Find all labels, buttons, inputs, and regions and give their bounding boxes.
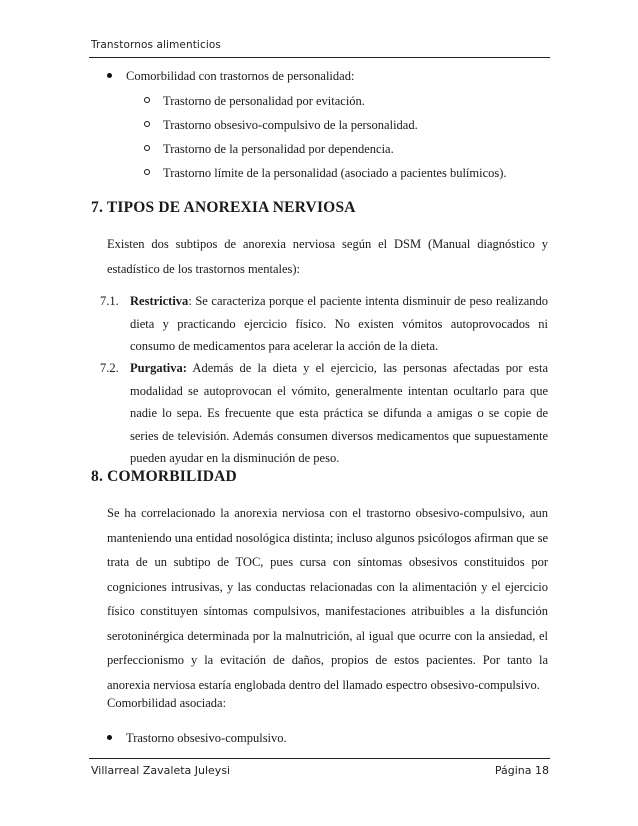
sub-list-item [144, 95, 365, 108]
sub-list-item [144, 143, 394, 156]
header-divider [89, 57, 550, 58]
section7-intro-text: Existen dos subtipos de anorexia nerviosa según el DSM (Manual diagnóstico y estadístico de los trastornos mentales): [107, 237, 548, 276]
sub-list-item [144, 119, 418, 132]
footer-divider [89, 758, 550, 759]
footer-author: Villarreal Zavaleta Juleysi [91, 764, 231, 777]
bullet-dot-icon [107, 735, 112, 740]
footer-page-number: Página 18 [494, 764, 549, 777]
sub-list-item-text: Trastorno límite de la personalidad (asociado a pacientes bulímicos). [163, 166, 507, 180]
sub-list-item-text: Trastorno de la personalidad por dependencia. [163, 142, 394, 156]
subtype-term: Restrictiva [130, 294, 189, 308]
subtype-description: : Se caracteriza porque el paciente intenta disminuir de peso realizando dieta y practicando ejercicio físico. No existen vómitos autoprovocados ni consumo de medicamentos para acelerar la acción de la dieta. [130, 294, 548, 353]
section-heading-8: 8. COMORBILIDAD [91, 468, 237, 485]
bullet-dot-icon [107, 73, 112, 78]
bullet-circle-icon [144, 121, 150, 127]
bullet-item-personality [107, 70, 354, 83]
subtype-restrictiva [100, 290, 548, 358]
sub-list-item [144, 167, 507, 180]
subtype-number: 7.1. [100, 294, 119, 308]
bullet-item-toc [107, 732, 287, 745]
associated-comorbidity-label: Comorbilidad asociada: [107, 696, 227, 710]
section8-paragraph-text: Se ha correlacionado la anorexia nerviosa con el trastorno obsesivo-compulsivo, aun manteniendo una entidad nosológica distinta; incluso algunos psicólogos afirman que se trata de un subtipo de TOC, pues cursa con síntomas obsesivos constituidos por cogniciones intrusivas, y las conductas relacionadas con la alimentación y el ejercicio físico constituyen síntomas compulsivos, manifestaciones atribuibles a la disfunción serotoninérgica determinada por la malnutrición, al igual que ocurre con la ansiedad, el perfeccionismo y la evitación de daños, propios de estos pacientes. Por tanto la anorexia nerviosa estaría englobada dentro del llamado espectro obsesivo-compulsivo. [107, 506, 548, 692]
running-header: Transtornos alimenticios [91, 39, 221, 51]
list-label: Comorbilidad con trastornos de personalidad: [126, 69, 355, 83]
bullet-circle-icon [144, 169, 150, 175]
sub-list-item-text: Trastorno de personalidad por evitación. [163, 94, 365, 108]
sub-list-item-text: Trastorno obsesivo-compulsivo de la personalidad. [163, 118, 418, 132]
bullet-circle-icon [144, 145, 150, 151]
bullet-circle-icon [144, 97, 150, 103]
section8-paragraph [107, 501, 548, 697]
bullet-item-text: Trastorno obsesivo-compulsivo. [126, 731, 287, 745]
subtype-description: Además de la dieta y el ejercicio, las personas afectadas por esta modalidad se autoprovocan el vómito, generalmente intentan ocultarlo para que nadie lo sepa. Es frecuente que esta práctica se difunda a amigas o se copie de series de televisión. Además consumen diversos medicamentos que supuestamente pueden ayudar en la disminución de peso. [130, 361, 548, 465]
subtype-purgativa [100, 357, 548, 470]
section-heading-7: 7. TIPOS DE ANOREXIA NERVIOSA [91, 199, 356, 216]
subtype-term: Purgativa: [130, 361, 187, 375]
section7-intro [107, 232, 548, 281]
subtype-number: 7.2. [100, 361, 119, 375]
